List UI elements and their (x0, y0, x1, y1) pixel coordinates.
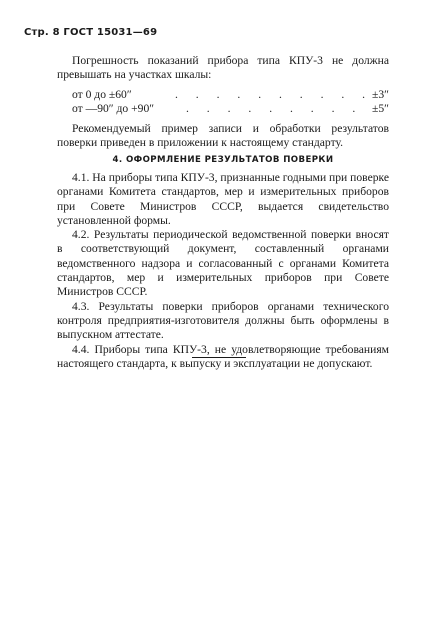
recommendation-paragraph: Рекомендуемый пример записи и обработки результатов поверки приведен в приложении к настоящему стандарту. (57, 122, 389, 150)
range-row (72, 102, 389, 116)
clause-paragraph: 4.2. Результаты периодической ведомственной поверки вносят в соответствующий документ, составленный органами ведомственного надзора и согласованный с органами Комитета стандартов, мер и измерительных приборов при Совете Министров СССР. (57, 228, 389, 299)
recommendation-block (57, 122, 389, 151)
range-label: от 0 до ±60″ (72, 88, 132, 101)
range-value: ±3″ (372, 88, 389, 101)
clause-paragraph: 4.1. На приборы типа КПУ-3, признанные годными при поверке органами Комитета стандартов, мер и измерительных приборов при Совете Министров СССР, выдается свидетельство установленной формы. (57, 171, 389, 227)
range-row (72, 88, 389, 102)
closing-rule (192, 357, 246, 358)
intro-block (57, 54, 389, 83)
clauses-block (57, 171, 389, 371)
intro-paragraph: Погрешность показаний прибора типа КПУ-3 не должна превышать на участках шкалы: (57, 54, 389, 82)
range-value: ±5″ (372, 102, 389, 115)
clause-paragraph: 4.3. Результаты поверки приборов органами технического контроля предприятия-изготовителя должны быть оформлены в выпускном аттестате. (57, 299, 389, 342)
range-leader-dots: . . . . . . . . . . (175, 88, 373, 101)
section-heading: 4. ОФОРМЛЕНИЕ РЕЗУЛЬТАТОВ ПОВЕРКИ (112, 155, 334, 165)
page-header: Стр. 8 ГОСТ 15031—69 (24, 27, 158, 38)
range-label: от —90″ до +90″ (72, 102, 155, 115)
range-leader-dots: . . . . . . . . . (186, 102, 363, 115)
clause-paragraph: 4.4. Приборы типа КПУ-3, не удовлетворяющие требованиям настоящего стандарта, к выпуску и эксплуатации не допускают. (57, 342, 389, 370)
